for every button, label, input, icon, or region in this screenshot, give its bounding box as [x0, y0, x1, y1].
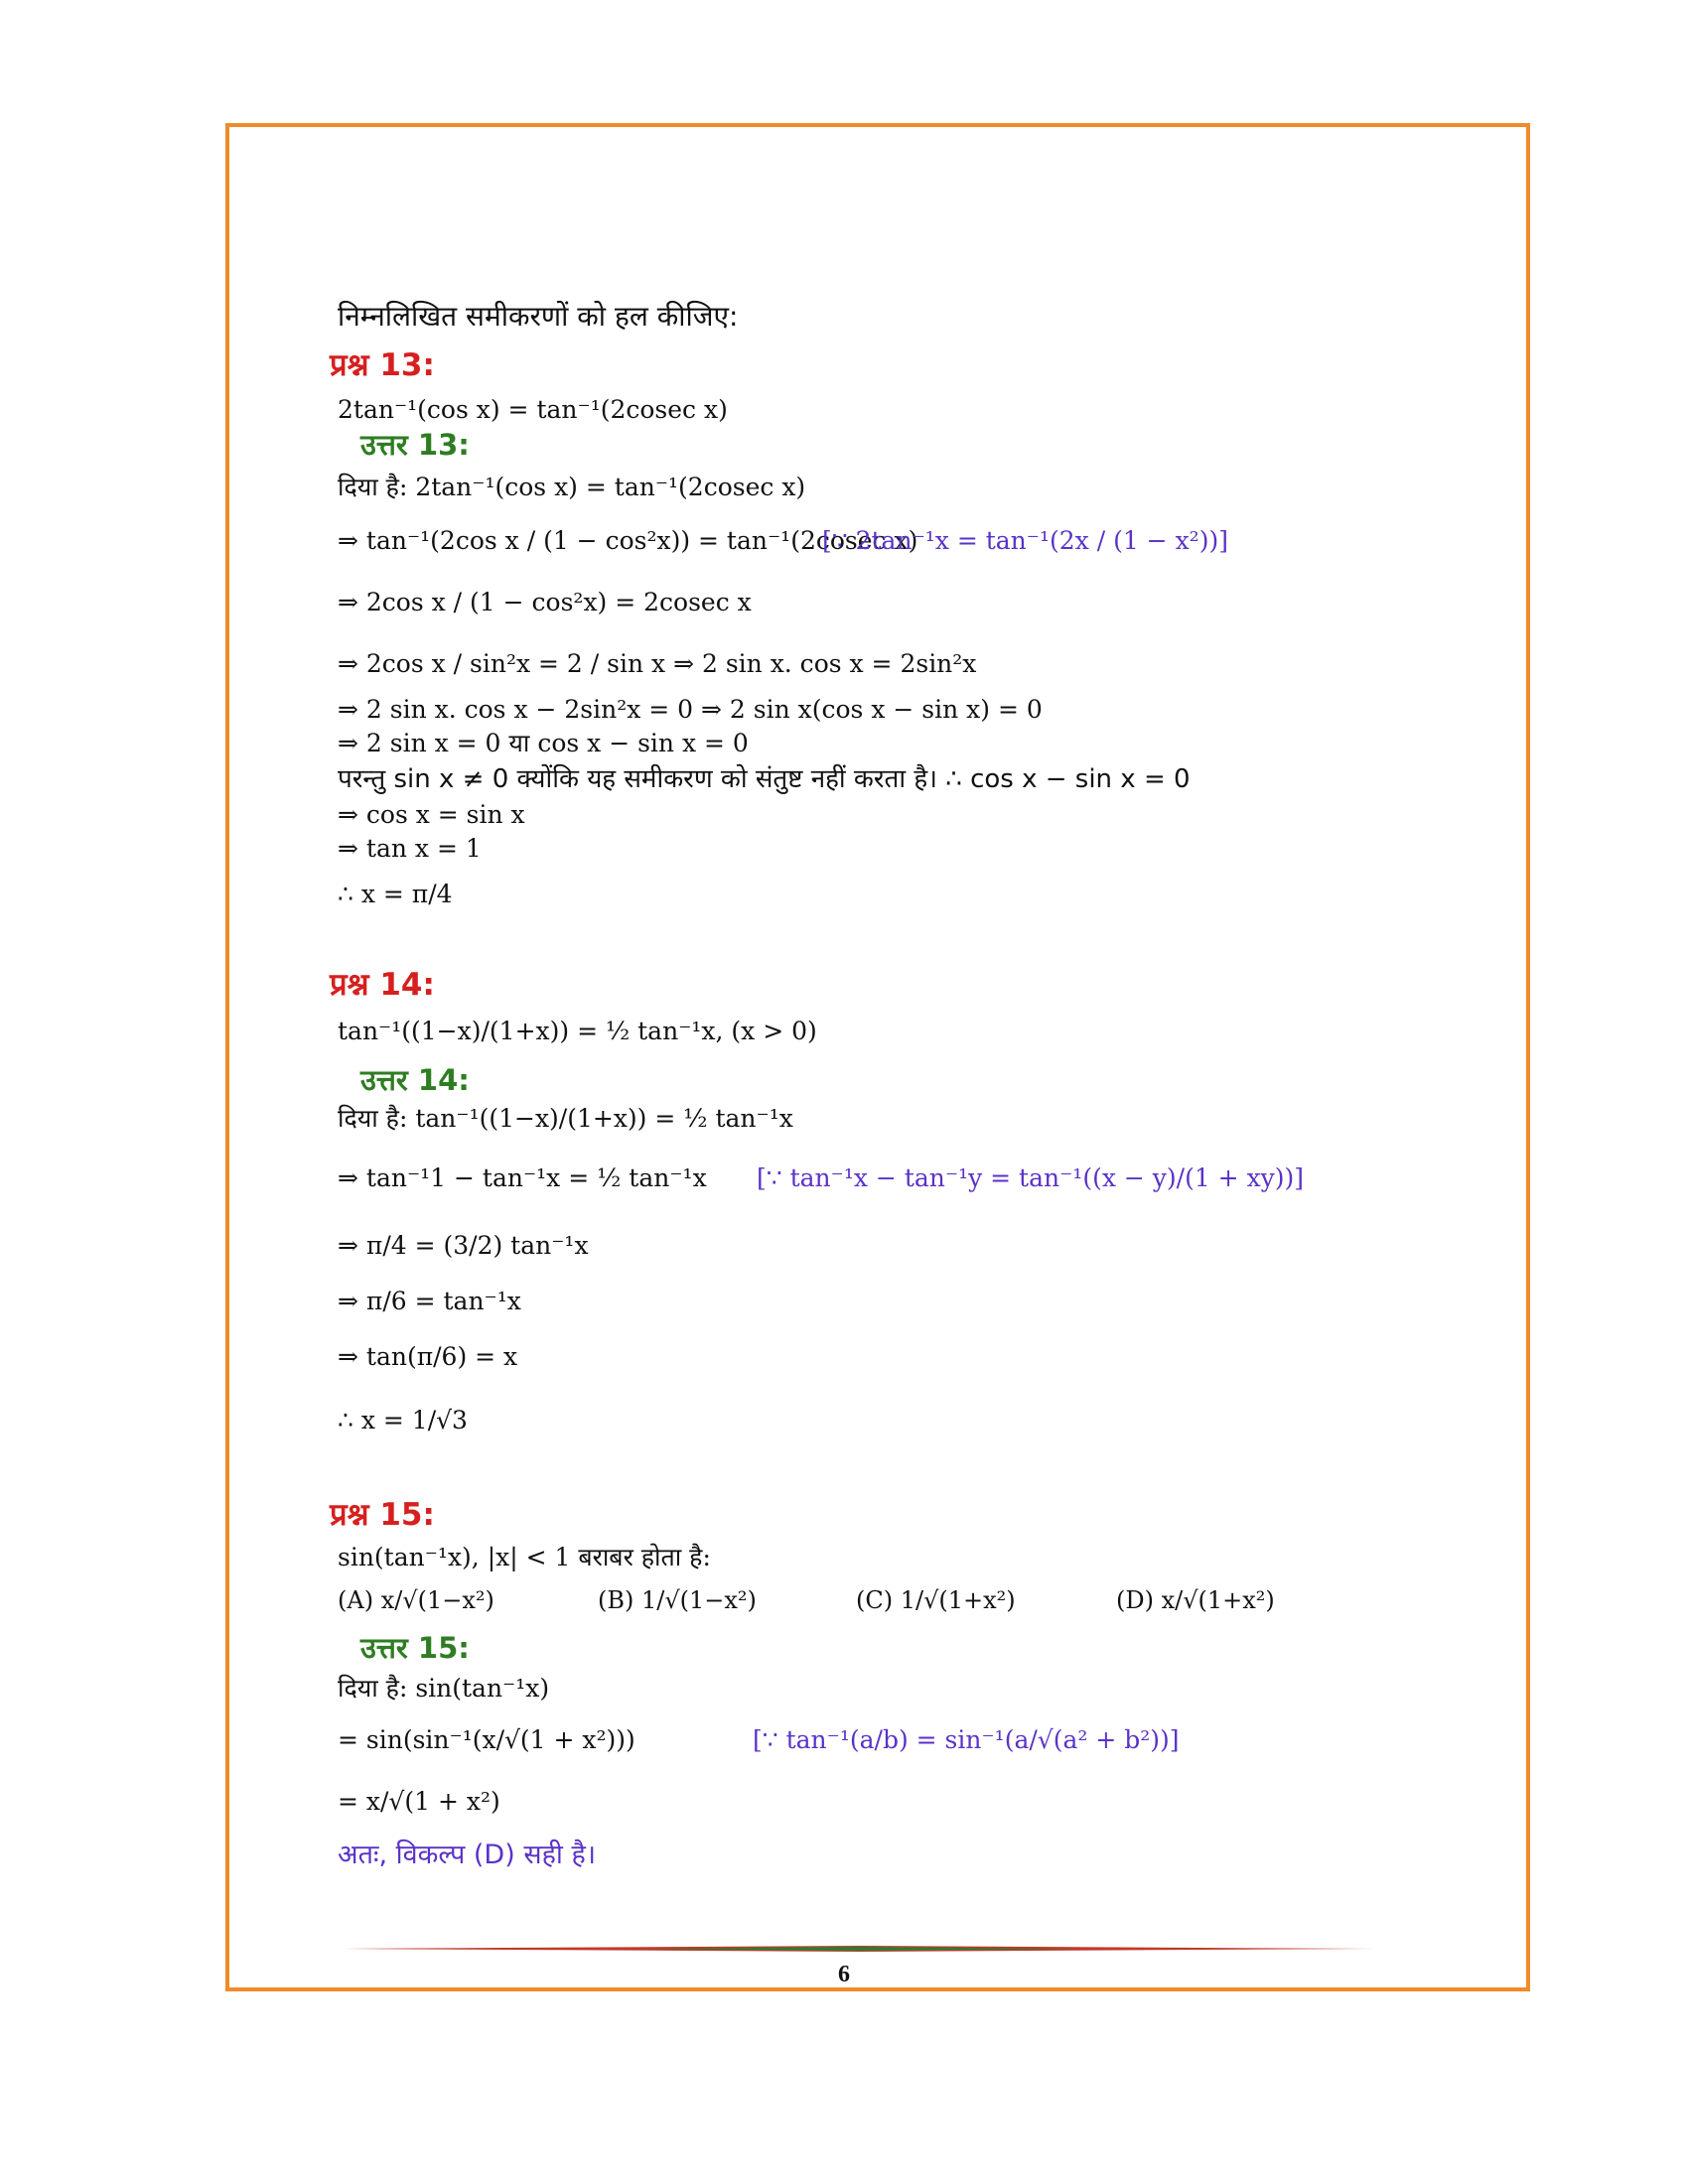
option-c: (C) 1/√(1+x²) — [856, 1586, 1016, 1614]
answer-13-step: ⇒ 2cos x / sin²x = 2 / sin x ⇒ 2 sin x. cos x = 2sin²x — [338, 649, 977, 678]
answer-14-step: ∴ x = 1/√3 — [338, 1406, 468, 1434]
answer-13-heading: उत्तर 13: — [360, 428, 470, 462]
answer-15-step: = x/√(1 + x²) — [338, 1787, 500, 1816]
answer-14-step: ⇒ π/4 = (3/2) tan⁻¹x — [338, 1231, 589, 1260]
answer-14-heading: उत्तर 14: — [360, 1063, 470, 1097]
answer-13-step: दिया है: 2tan⁻¹(cos x) = tan⁻¹(2cosec x) — [338, 473, 806, 501]
option-a: (A) x/√(1−x²) — [338, 1586, 494, 1614]
answer-14-step: ⇒ tan(π/6) = x — [338, 1342, 518, 1371]
answer-14-step: दिया है: tan⁻¹((1−x)/(1+x)) = ½ tan⁻¹x — [338, 1104, 793, 1133]
answer-13-step: ∴ x = π/4 — [338, 880, 453, 908]
answer-15-hint: [∵ tan⁻¹(a/b) = sin⁻¹(a/√(a² + b²))] — [753, 1725, 1180, 1754]
answer-15-step: = sin(sin⁻¹(x/√(1 + x²))) — [338, 1725, 635, 1754]
answer-13-hint: [∵ 2tan⁻¹x = tan⁻¹(2x / (1 − x²))] — [822, 526, 1228, 555]
answer-15-step: दिया है: sin(tan⁻¹x) — [338, 1674, 550, 1703]
question-13-text: 2tan⁻¹(cos x) = tan⁻¹(2cosec x) — [338, 395, 728, 424]
answer-13-step: ⇒ tan⁻¹(2cos x / (1 − cos²x)) = tan⁻¹(2cosec x) — [338, 526, 918, 555]
answer-14-hint: [∵ tan⁻¹x − tan⁻¹y = tan⁻¹((x − y)/(1 + xy))] — [757, 1163, 1305, 1192]
answer-14-step: ⇒ tan⁻¹1 − tan⁻¹x = ½ tan⁻¹x — [338, 1163, 707, 1192]
answer-13-step: ⇒ tan x = 1 — [338, 834, 482, 863]
question-13-heading: प्रश्न 13: — [330, 347, 435, 383]
option-d: (D) x/√(1+x²) — [1116, 1586, 1275, 1614]
intro-text: निम्नलिखित समीकरणों को हल कीजिए: — [338, 300, 739, 333]
answer-14-step: ⇒ π/6 = tan⁻¹x — [338, 1287, 521, 1315]
answer-15-conclusion: अतः, विकल्प (D) सही है। — [338, 1840, 597, 1870]
question-14-heading: प्रश्न 14: — [330, 967, 435, 1003]
option-b: (B) 1/√(1−x²) — [598, 1586, 757, 1614]
answer-13-step: ⇒ 2cos x / (1 − cos²x) = 2cosec x — [338, 588, 752, 616]
footer-rule — [343, 1946, 1375, 1952]
answer-13-step: ⇒ cos x = sin x — [338, 800, 525, 829]
question-14-text: tan⁻¹((1−x)/(1+x)) = ½ tan⁻¹x, (x > 0) — [338, 1017, 817, 1045]
answer-13-step: ⇒ 2 sin x. cos x − 2sin²x = 0 ⇒ 2 sin x(cos x − sin x) = 0 — [338, 695, 1043, 724]
question-15-text: sin(tan⁻¹x), |x| < 1 बराबर होता है: — [338, 1543, 711, 1571]
answer-13-step: परन्तु sin x ≠ 0 क्योंकि यह समीकरण को संतुष्ट नहीं करता है। ∴ cos x − sin x = 0 — [338, 764, 1191, 794]
page-number: 6 — [838, 1962, 850, 1987]
question-15-heading: प्रश्न 15: — [330, 1497, 435, 1533]
answer-13-step: ⇒ 2 sin x = 0 या cos x − sin x = 0 — [338, 729, 749, 757]
answer-15-heading: उत्तर 15: — [360, 1631, 470, 1665]
